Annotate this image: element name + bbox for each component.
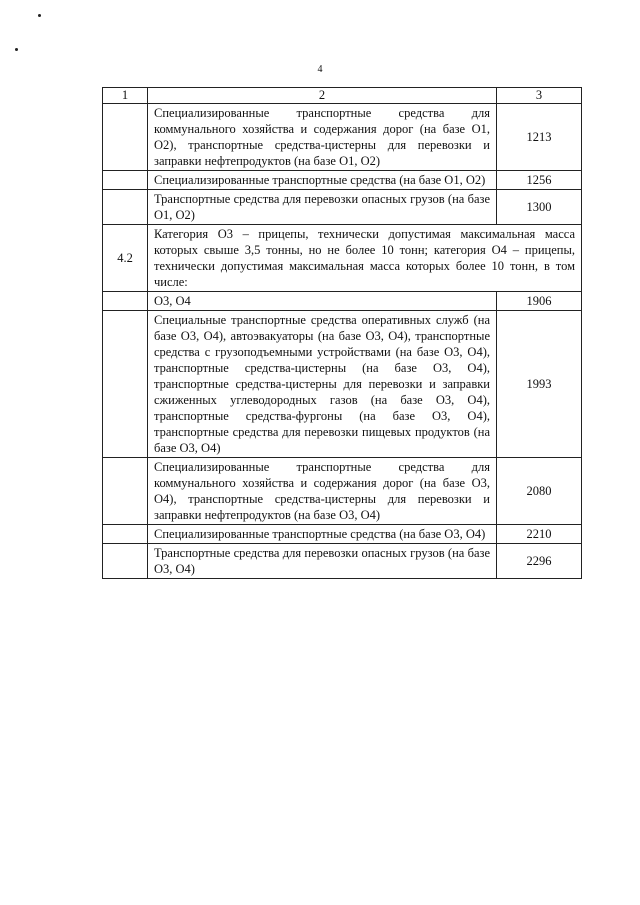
- table-row: [103, 104, 582, 171]
- page-number: 4: [317, 64, 323, 75]
- table-row: [103, 458, 582, 525]
- row-value: 1993: [497, 311, 582, 458]
- row-description: Специализированные транспортные средства (на базе О3, О4): [148, 525, 497, 544]
- scan-speck: [15, 48, 18, 51]
- row-number: [103, 458, 148, 525]
- header-col-1: 1: [103, 88, 148, 104]
- table-row: [103, 171, 582, 190]
- table-row: [103, 190, 582, 225]
- row-value: 1213: [497, 104, 582, 171]
- scan-speck: [38, 14, 41, 17]
- row-number: [103, 190, 148, 225]
- row-number: [103, 544, 148, 579]
- header-col-2: 2: [148, 88, 497, 104]
- row-number: [103, 311, 148, 458]
- row-number: [103, 525, 148, 544]
- header-col-3: 3: [497, 88, 582, 104]
- row-value: 1906: [497, 292, 582, 311]
- row-number: 4.2: [103, 225, 148, 292]
- table-row: [103, 225, 582, 292]
- table-header-row: [103, 88, 582, 104]
- row-description: Категория О3 – прицепы, технически допустимая максимальная масса которых свыше 3,5 тонны, но не более 10 тонн; категория О4 – прицепы, технически допустимая максимальная масса которых более 10 тонн, в том числе:: [148, 225, 582, 292]
- row-number: [103, 104, 148, 171]
- row-description: Специализированные транспортные средства для коммунального хозяйства и содержания дорог (на базе О3, О4), транспортные средства-цистерны для перевозки и заправки нефтепродуктов (на базе О3, О4): [148, 458, 497, 525]
- table-row: [103, 311, 582, 458]
- row-description: Специализированные транспортные средства (на базе О1, О2): [148, 171, 497, 190]
- row-value: 2210: [497, 525, 582, 544]
- row-value: 2296: [497, 544, 582, 579]
- row-value: 1256: [497, 171, 582, 190]
- row-number: [103, 292, 148, 311]
- table-row: [103, 525, 582, 544]
- table-row: [103, 544, 582, 579]
- tariff-table: [102, 87, 582, 579]
- row-description: Специальные транспортные средства оперативных служб (на базе О3, О4), автоэвакуаторы (на базе О3, О4), транспортные средства с грузоподъемными устройствами (на базе О3, О4), транспортные средства-цистерны (на базе О3, О4), транспортные средства-цистерны для перевозки и заправки сжиженных углеводородных газов (на базе О3, О4), транспортные средства-фургоны (на базе О3, О4), транспортные средства для перевозки пищевых продуктов (на базе О3, О4): [148, 311, 497, 458]
- row-description: Транспортные средства для перевозки опасных грузов (на базе О3, О4): [148, 544, 497, 579]
- row-value: 1300: [497, 190, 582, 225]
- row-number: [103, 171, 148, 190]
- row-description: Специализированные транспортные средства для коммунального хозяйства и содержания дорог (на базе О1, О2), транспортные средства-цистерны для перевозки и заправки нефтепродуктов (на базе О1, О2): [148, 104, 497, 171]
- table-row: [103, 292, 582, 311]
- row-description: О3, О4: [148, 292, 497, 311]
- row-value: 2080: [497, 458, 582, 525]
- row-description: Транспортные средства для перевозки опасных грузов (на базе О1, О2): [148, 190, 497, 225]
